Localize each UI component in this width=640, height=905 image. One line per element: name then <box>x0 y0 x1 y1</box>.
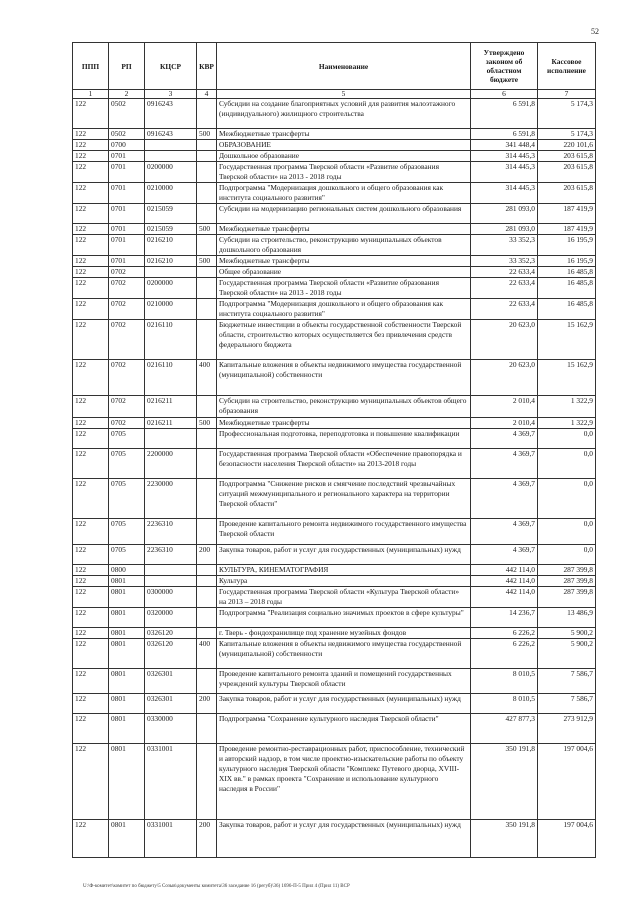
cell-ppp: 122 <box>73 694 109 714</box>
cell-ppp: 122 <box>73 714 109 744</box>
cell-kvr <box>197 429 217 449</box>
cell-rp: 0700 <box>109 140 145 151</box>
cell-rp: 0801 <box>109 576 145 587</box>
budget-table <box>72 42 596 858</box>
table-row <box>73 429 596 449</box>
cell-approved: 8 010,5 <box>471 669 538 694</box>
cell-kvr <box>197 204 217 224</box>
cell-name: Государственная программа Тверской области «Развитие образования Тверской области» на 2013 - 2018 годы <box>217 278 471 299</box>
cell-ppp: 122 <box>73 151 109 162</box>
cell-name: Подпрограмма "Реализация социально значимых проектов в сфере культуры" <box>217 608 471 628</box>
cell-kcsr: 0326301 <box>145 669 197 694</box>
table-row <box>73 628 596 639</box>
cell-kcsr: 2200000 <box>145 449 197 479</box>
cell-kvr <box>197 519 217 545</box>
cell-kvr <box>197 669 217 694</box>
cell-approved: 314 445,3 <box>471 183 538 204</box>
cell-rp: 0705 <box>109 479 145 519</box>
table-row <box>73 99 596 129</box>
cell-cash: 16 195,9 <box>538 235 596 256</box>
cell-approved: 4 369,7 <box>471 545 538 565</box>
cell-rp: 0701 <box>109 162 145 183</box>
cell-ppp: 122 <box>73 418 109 429</box>
cell-cash: 16 195,9 <box>538 256 596 267</box>
cell-ppp: 122 <box>73 360 109 396</box>
cell-kvr <box>197 396 217 418</box>
cell-cash: 0,0 <box>538 429 596 449</box>
cell-ppp: 122 <box>73 608 109 628</box>
cell-rp: 0702 <box>109 267 145 278</box>
header-rp: РП <box>109 43 145 90</box>
cell-approved: 4 369,7 <box>471 479 538 519</box>
cell-cash: 287 399,8 <box>538 565 596 576</box>
cell-name: Подпрограмма "Снижение рисков и смягчение последствий чрезвычайных ситуаций межмуниципального и регионального характера на территории Тверской области" <box>217 479 471 519</box>
cell-ppp: 122 <box>73 129 109 140</box>
cell-ppp: 122 <box>73 299 109 320</box>
cell-kvr <box>197 299 217 320</box>
cell-approved: 22 633,4 <box>471 267 538 278</box>
cell-cash: 203 615,8 <box>538 162 596 183</box>
table-row <box>73 449 596 479</box>
cell-approved: 6 226,2 <box>471 639 538 669</box>
table-row <box>73 278 596 299</box>
cell-kvr <box>197 140 217 151</box>
table-row <box>73 744 596 820</box>
cell-kvr <box>197 628 217 639</box>
cell-kvr <box>197 183 217 204</box>
cell-kvr <box>197 278 217 299</box>
table-row <box>73 299 596 320</box>
cell-rp: 0702 <box>109 320 145 360</box>
cell-ppp: 122 <box>73 278 109 299</box>
cell-ppp: 122 <box>73 565 109 576</box>
cell-kcsr: 0215059 <box>145 204 197 224</box>
cell-approved: 2 010,4 <box>471 418 538 429</box>
cell-name: Субсидии на модернизацию региональных систем дошкольного образования <box>217 204 471 224</box>
cell-cash: 7 586,7 <box>538 669 596 694</box>
cell-rp: 0800 <box>109 565 145 576</box>
cell-kcsr <box>145 429 197 449</box>
cell-approved: 350 191,8 <box>471 820 538 858</box>
cell-name: Субсидии на строительство, реконструкцию муниципальных объектов общего образования <box>217 396 471 418</box>
cell-approved: 281 093,0 <box>471 224 538 235</box>
cell-approved: 2 010,4 <box>471 396 538 418</box>
cell-rp: 0702 <box>109 396 145 418</box>
cell-kcsr: 0215059 <box>145 224 197 235</box>
cell-rp: 0502 <box>109 99 145 129</box>
cell-kcsr: 0216210 <box>145 235 197 256</box>
cell-kvr <box>197 714 217 744</box>
table-row <box>73 360 596 396</box>
cell-kvr <box>197 565 217 576</box>
cell-rp: 0705 <box>109 429 145 449</box>
cell-rp: 0701 <box>109 256 145 267</box>
cell-ppp: 122 <box>73 162 109 183</box>
cell-cash: 5 174,3 <box>538 129 596 140</box>
cell-cash: 16 485,8 <box>538 299 596 320</box>
cell-name: Капитальные вложения в объекты недвижимого имущества государственной (муниципальной) собственности <box>217 639 471 669</box>
cell-kcsr: 0331001 <box>145 744 197 820</box>
cell-kcsr: 0200000 <box>145 278 197 299</box>
cell-rp: 0705 <box>109 519 145 545</box>
cell-name: Межбюджетные трансферты <box>217 224 471 235</box>
cell-kvr <box>197 235 217 256</box>
cell-approved: 442 114,0 <box>471 587 538 608</box>
cell-name: Общее образование <box>217 267 471 278</box>
cell-kvr: 200 <box>197 545 217 565</box>
cell-name: Закупка товаров, работ и услуг для государственных (муниципальных) нужд <box>217 545 471 565</box>
cell-name: Капитальные вложения в объекты недвижимого имущества государственной (муниципальной) собственности <box>217 360 471 396</box>
table-row <box>73 129 596 140</box>
cell-name: Подпрограмма "Сохранение культурного наследия Тверской области" <box>217 714 471 744</box>
cell-approved: 4 369,7 <box>471 429 538 449</box>
cell-approved: 427 877,3 <box>471 714 538 744</box>
table-row <box>73 565 596 576</box>
cell-ppp: 122 <box>73 256 109 267</box>
table-row <box>73 267 596 278</box>
cell-ppp: 122 <box>73 545 109 565</box>
cell-approved: 22 633,4 <box>471 278 538 299</box>
cell-ppp: 122 <box>73 479 109 519</box>
column-number: 6 <box>471 90 538 99</box>
cell-kcsr: 0216110 <box>145 320 197 360</box>
cell-ppp: 122 <box>73 519 109 545</box>
cell-ppp: 122 <box>73 204 109 224</box>
cell-rp: 0702 <box>109 299 145 320</box>
table-row <box>73 694 596 714</box>
column-number: 3 <box>145 90 197 99</box>
cell-kcsr: 0210000 <box>145 299 197 320</box>
cell-approved: 22 633,4 <box>471 299 538 320</box>
cell-kcsr: 0326120 <box>145 628 197 639</box>
cell-approved: 20 623,0 <box>471 320 538 360</box>
cell-kvr <box>197 99 217 129</box>
table-header-row <box>73 43 596 90</box>
table-row <box>73 545 596 565</box>
table-row <box>73 235 596 256</box>
table-row <box>73 396 596 418</box>
table-row <box>73 204 596 224</box>
cell-name: Проведение капитального ремонта недвижимого государственного имущества Тверской области <box>217 519 471 545</box>
cell-name: Профессиональная подготовка, переподготовка и повышение квалификации <box>217 429 471 449</box>
cell-kvr <box>197 576 217 587</box>
cell-ppp: 122 <box>73 669 109 694</box>
cell-ppp: 122 <box>73 587 109 608</box>
cell-kcsr: 0216211 <box>145 418 197 429</box>
cell-kvr <box>197 608 217 628</box>
cell-kvr <box>197 449 217 479</box>
cell-name: Государственная программа Тверской области «Культура Тверской области» на 2013 – 2018 годы <box>217 587 471 608</box>
cell-rp: 0701 <box>109 151 145 162</box>
cell-name: Государственная программа Тверской области «Обеспечение правопорядка и безопасности населения Тверской области» на 2013-2018 годы <box>217 449 471 479</box>
cell-name: Межбюджетные трансферты <box>217 256 471 267</box>
cell-name: Подпрограмма "Модернизация дошкольного и общего образования как института социального развития" <box>217 299 471 320</box>
cell-cash: 1 322,9 <box>538 418 596 429</box>
table-row <box>73 576 596 587</box>
table-row <box>73 479 596 519</box>
column-number: 2 <box>109 90 145 99</box>
cell-cash: 273 912,9 <box>538 714 596 744</box>
cell-ppp: 122 <box>73 235 109 256</box>
cell-name: Подпрограмма "Модернизация дошкольного и общего образования как института социального развития" <box>217 183 471 204</box>
cell-kvr: 500 <box>197 256 217 267</box>
cell-approved: 281 093,0 <box>471 204 538 224</box>
cell-kcsr: 0916243 <box>145 99 197 129</box>
cell-cash: 220 101,6 <box>538 140 596 151</box>
cell-rp: 0702 <box>109 418 145 429</box>
cell-kcsr: 0916243 <box>145 129 197 140</box>
cell-cash: 13 486,9 <box>538 608 596 628</box>
header-kcsr: КЦСР <box>145 43 197 90</box>
cell-kcsr <box>145 267 197 278</box>
cell-ppp: 122 <box>73 396 109 418</box>
cell-approved: 33 352,3 <box>471 235 538 256</box>
cell-rp: 0701 <box>109 183 145 204</box>
cell-cash: 5 174,3 <box>538 99 596 129</box>
header-name: Наименование <box>217 43 471 90</box>
cell-kcsr: 0330000 <box>145 714 197 744</box>
cell-kvr <box>197 744 217 820</box>
cell-rp: 0801 <box>109 608 145 628</box>
cell-approved: 442 114,0 <box>471 576 538 587</box>
cell-approved: 33 352,3 <box>471 256 538 267</box>
cell-rp: 0502 <box>109 129 145 140</box>
table-row <box>73 183 596 204</box>
cell-name: КУЛЬТУРА, КИНЕМАТОГРАФИЯ <box>217 565 471 576</box>
cell-kvr: 500 <box>197 418 217 429</box>
cell-cash: 0,0 <box>538 519 596 545</box>
cell-ppp: 122 <box>73 429 109 449</box>
cell-kvr: 200 <box>197 694 217 714</box>
cell-approved: 6 226,2 <box>471 628 538 639</box>
cell-cash: 197 004,6 <box>538 744 596 820</box>
cell-cash: 0,0 <box>538 449 596 479</box>
cell-kvr: 500 <box>197 129 217 140</box>
column-number: 5 <box>217 90 471 99</box>
cell-approved: 4 369,7 <box>471 449 538 479</box>
cell-ppp: 122 <box>73 267 109 278</box>
cell-kvr <box>197 267 217 278</box>
cell-ppp: 122 <box>73 744 109 820</box>
cell-cash: 5 900,2 <box>538 628 596 639</box>
table-row <box>73 320 596 360</box>
cell-approved: 314 445,3 <box>471 162 538 183</box>
cell-ppp: 122 <box>73 320 109 360</box>
cell-kcsr: 2230000 <box>145 479 197 519</box>
cell-ppp: 122 <box>73 99 109 129</box>
cell-name: Проведение капитального ремонта зданий и помещений государственных учреждений культуры Тверской области <box>217 669 471 694</box>
cell-rp: 0701 <box>109 224 145 235</box>
cell-kcsr: 0216210 <box>145 256 197 267</box>
table-row <box>73 151 596 162</box>
cell-cash: 15 162,9 <box>538 360 596 396</box>
cell-cash: 5 900,2 <box>538 639 596 669</box>
cell-ppp: 122 <box>73 449 109 479</box>
cell-kvr <box>197 587 217 608</box>
cell-rp: 0701 <box>109 235 145 256</box>
header-ppp: ППП <box>73 43 109 90</box>
cell-cash: 187 419,9 <box>538 204 596 224</box>
header-kvr: КВР <box>197 43 217 90</box>
table-row <box>73 162 596 183</box>
cell-kcsr: 2236310 <box>145 545 197 565</box>
table-row <box>73 256 596 267</box>
table-row <box>73 820 596 858</box>
column-number: 4 <box>197 90 217 99</box>
cell-approved: 14 236,7 <box>471 608 538 628</box>
table-row <box>73 669 596 694</box>
cell-kcsr <box>145 576 197 587</box>
table-row <box>73 140 596 151</box>
cell-kcsr: 0300000 <box>145 587 197 608</box>
header-approved: Утверждено законом об областном бюджете <box>471 43 538 90</box>
cell-rp: 0702 <box>109 360 145 396</box>
table-row <box>73 714 596 744</box>
cell-approved: 6 591,8 <box>471 99 538 129</box>
cell-kvr: 200 <box>197 820 217 858</box>
cell-kcsr: 0216211 <box>145 396 197 418</box>
cell-rp: 0801 <box>109 820 145 858</box>
cell-name: Межбюджетные трансферты <box>217 418 471 429</box>
footer-path: U:\Ф-комитет\комитет по бюджету\5 Созыв\документы комитета\36 заседание 16 (регуб)\36) 1696-П-5 Прил 4 (Прил 11) ВСР <box>83 884 350 889</box>
cell-ppp: 122 <box>73 639 109 669</box>
cell-cash: 197 004,6 <box>538 820 596 858</box>
cell-rp: 0705 <box>109 545 145 565</box>
cell-approved: 4 369,7 <box>471 519 538 545</box>
cell-kcsr: 0331001 <box>145 820 197 858</box>
cell-name: Бюджетные инвестиции в объекты государственной собственности Тверской области, строительство которых осуществляется без привлечения средств федерального бюджета <box>217 320 471 360</box>
cell-rp: 0702 <box>109 278 145 299</box>
cell-kvr: 400 <box>197 360 217 396</box>
cell-cash: 203 615,8 <box>538 183 596 204</box>
table-row <box>73 224 596 235</box>
cell-approved: 442 114,0 <box>471 565 538 576</box>
cell-kvr <box>197 320 217 360</box>
cell-rp: 0801 <box>109 587 145 608</box>
cell-approved: 20 623,0 <box>471 360 538 396</box>
cell-kcsr <box>145 140 197 151</box>
cell-cash: 187 419,9 <box>538 224 596 235</box>
cell-ppp: 122 <box>73 140 109 151</box>
column-number-row <box>73 90 596 99</box>
cell-kcsr <box>145 565 197 576</box>
cell-name: Проведение ремонтно-реставрационных работ, приспособление, технический и авторский надзор, в том числе проектно-изыскательские работы по объекту культурного наследия Тверской области "Комплекс Путевого дворца, XVIII-XIX вв." в рамках проекта "Сохранение и использование культурного наследия в России" <box>217 744 471 820</box>
cell-kvr <box>197 151 217 162</box>
cell-approved: 341 448,4 <box>471 140 538 151</box>
cell-rp: 0705 <box>109 449 145 479</box>
cell-name: Межбюджетные трансферты <box>217 129 471 140</box>
cell-cash: 16 485,8 <box>538 278 596 299</box>
cell-rp: 0801 <box>109 639 145 669</box>
cell-rp: 0801 <box>109 669 145 694</box>
column-number: 1 <box>73 90 109 99</box>
cell-kcsr: 0216110 <box>145 360 197 396</box>
cell-ppp: 122 <box>73 183 109 204</box>
cell-cash: 287 399,8 <box>538 587 596 608</box>
cell-kvr: 400 <box>197 639 217 669</box>
cell-cash: 203 615,8 <box>538 151 596 162</box>
cell-rp: 0801 <box>109 744 145 820</box>
column-number: 7 <box>538 90 596 99</box>
cell-ppp: 122 <box>73 820 109 858</box>
cell-cash: 15 162,9 <box>538 320 596 360</box>
cell-cash: 16 485,8 <box>538 267 596 278</box>
table-body <box>73 99 596 858</box>
cell-name: Дошкольное образование <box>217 151 471 162</box>
cell-kvr <box>197 479 217 519</box>
page-number: 52 <box>591 27 599 36</box>
cell-kcsr: 0210000 <box>145 183 197 204</box>
cell-kcsr: 0326301 <box>145 694 197 714</box>
cell-rp: 0801 <box>109 628 145 639</box>
cell-kvr <box>197 162 217 183</box>
cell-cash: 1 322,9 <box>538 396 596 418</box>
cell-kvr: 500 <box>197 224 217 235</box>
table-row <box>73 519 596 545</box>
cell-cash: 0,0 <box>538 545 596 565</box>
cell-approved: 350 191,8 <box>471 744 538 820</box>
cell-ppp: 122 <box>73 224 109 235</box>
cell-ppp: 122 <box>73 628 109 639</box>
cell-kcsr: 0200000 <box>145 162 197 183</box>
cell-approved: 314 445,3 <box>471 151 538 162</box>
cell-cash: 0,0 <box>538 479 596 519</box>
cell-rp: 0801 <box>109 694 145 714</box>
cell-name: Культура <box>217 576 471 587</box>
cell-kcsr: 0326120 <box>145 639 197 669</box>
cell-rp: 0801 <box>109 714 145 744</box>
cell-approved: 8 010,5 <box>471 694 538 714</box>
header-cash: Кассовое исполнение <box>538 43 596 90</box>
table-row <box>73 608 596 628</box>
cell-approved: 6 591,8 <box>471 129 538 140</box>
cell-name: г. Тверь - фондохранилище под хранение музейных фондов <box>217 628 471 639</box>
cell-ppp: 122 <box>73 576 109 587</box>
cell-kcsr <box>145 151 197 162</box>
cell-name: Закупка товаров, работ и услуг для государственных (муниципальных) нужд <box>217 694 471 714</box>
table-row <box>73 639 596 669</box>
cell-name: Субсидии на создание благоприятных условий для развития малоэтажного (индивидуального) жилищного строительства <box>217 99 471 129</box>
cell-rp: 0701 <box>109 204 145 224</box>
cell-name: Субсидии на строительство, реконструкцию муниципальных объектов дошкольного образования <box>217 235 471 256</box>
table-row <box>73 587 596 608</box>
cell-kcsr: 2236310 <box>145 519 197 545</box>
cell-name: Государственная программа Тверской области «Развитие образования Тверской области» на 2013 - 2018 годы <box>217 162 471 183</box>
table-row <box>73 418 596 429</box>
cell-cash: 7 586,7 <box>538 694 596 714</box>
cell-kcsr: 0320000 <box>145 608 197 628</box>
cell-cash: 287 399,8 <box>538 576 596 587</box>
cell-name: ОБРАЗОВАНИЕ <box>217 140 471 151</box>
cell-name: Закупка товаров, работ и услуг для государственных (муниципальных) нужд <box>217 820 471 858</box>
